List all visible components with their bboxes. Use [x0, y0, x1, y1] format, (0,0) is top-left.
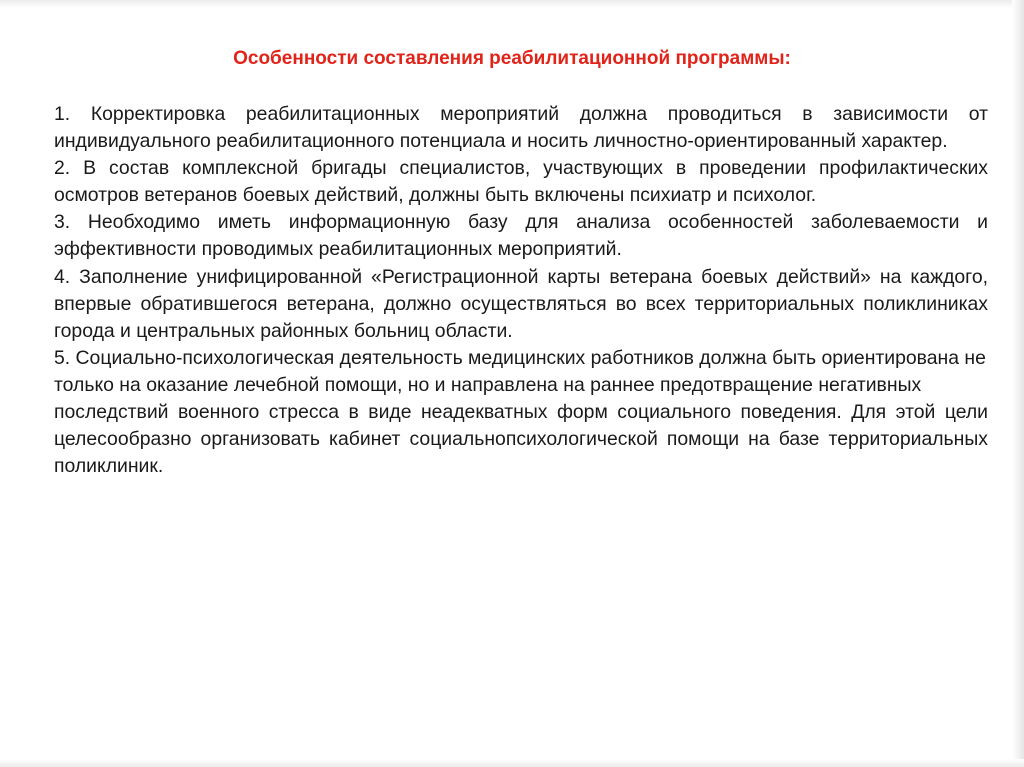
- paragraph-4: 4. Заполнение унифицированной «Регистрационной карты ветерана боевых действий» на каждого, впервые обратившегося ветерана, должно осуществляться во всех территориальных поликлиниках города и центральных районных больниц области.: [54, 265, 988, 342]
- paragraph-5: 5. Социально-психологическая деятельность медицинских работников должна быть ориентирована не только на оказание лечебной помощи, но и направлена на раннее предотвращение негативных: [54, 346, 986, 396]
- slide-bottom-shadow: [0, 759, 1024, 767]
- slide-right-shadow: [1012, 0, 1024, 767]
- slide-top-shadow: [0, 0, 1024, 8]
- paragraph-1: 1. Корректировка реабилитационных мероприятий должна проводиться в зависимости от индивидуального реабилитационного потенциала и носить личностно-ориентированный характер.: [54, 103, 988, 153]
- paragraph-2: 2. В состав комплексной бригады специалистов, участвующих в проведении профилактических осмотров ветеранов боевых действий, должны быть включены психиатр и психолог.: [54, 157, 988, 207]
- slide-body: [54, 101, 988, 480]
- paragraph-3: 3. Необходимо иметь информационную базу для анализа особенностей заболеваемости и эффективности проводимых реабилитационных мероприятий.: [54, 211, 988, 261]
- paragraph-5-continuation: последствий военного стресса в виде неадекватных форм социального поведения. Для этой цели целесообразно организовать кабинет социальнопсихологической помощи на базе территориальных поликлиник.: [54, 401, 988, 478]
- slide-title: Особенности составления реабилитационной программы:: [233, 48, 791, 69]
